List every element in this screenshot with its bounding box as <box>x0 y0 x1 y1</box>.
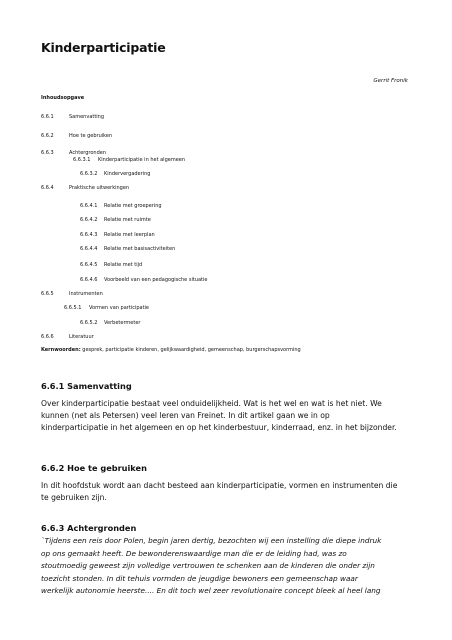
toc-label: Achtergronden <box>69 150 107 156</box>
toc-entry[interactable] <box>41 185 129 191</box>
keywords-line <box>41 347 301 353</box>
toc-entry[interactable] <box>80 217 151 223</box>
text-line: kunnen (net als Petersen) veel leren van Freinet. In dit artikel gaan we in op <box>41 411 330 421</box>
toc-number: 6.6.4.2 <box>80 217 98 223</box>
text-line: werkelijk autonomie heerste.... En dit toch wel zeer revolutionaire concept bleek al heel lang <box>41 586 381 596</box>
toc-heading: Inhoudsopgave <box>41 95 85 101</box>
toc-label: Vormen van participatie <box>89 305 149 311</box>
toc-entry[interactable] <box>80 171 150 177</box>
toc-label: Hoe te gebruiken <box>69 133 113 139</box>
text-line: te gebruiken zijn. <box>41 493 107 503</box>
toc-entry[interactable] <box>41 114 104 120</box>
toc-number: 6.6.5.2 <box>80 320 98 326</box>
text-line: op ons gemaakt heeft. De bewonderenswaardige man die er de leiding had, was zo <box>41 548 347 558</box>
document-title: Kinderparticipatie <box>41 40 166 55</box>
toc-entry[interactable] <box>64 305 149 311</box>
text-line: Over kinderparticipatie bestaat veel onduidelijkheid. Wat is het wel en wat is het niet. We <box>41 399 382 408</box>
toc-label: Praktische uitwerkingen <box>69 185 130 191</box>
toc-entry[interactable] <box>80 203 162 209</box>
toc-number: 6.6.2 <box>41 133 54 139</box>
toc-number: 6.6.3.2 <box>80 171 98 177</box>
toc-label: Literatuur <box>69 334 94 340</box>
toc-entry[interactable] <box>41 150 106 156</box>
toc-label: Relatie met groepering <box>104 203 162 209</box>
toc-label: Relatie met leerplan <box>104 232 155 238</box>
toc-entry[interactable] <box>73 157 185 163</box>
text-line: `Tijdens een reis door Polen, begin jaren dertig, bezochten wij een instelling die diepe indruk <box>41 536 382 545</box>
toc-entry[interactable] <box>80 232 155 238</box>
toc-entry[interactable] <box>41 133 112 139</box>
section-heading: 6.6.1 Samenvatting <box>41 381 132 391</box>
toc-label: Samenvatting <box>69 114 105 120</box>
section-heading: 6.6.2 Hoe te gebruiken <box>41 463 147 473</box>
text-line: kinderparticipatie in het algemeen en op het kinderbestuur, kinderraad, enz. in het bijzonder. <box>41 423 397 433</box>
toc-number: 6.6.6 <box>41 334 54 340</box>
toc-entry[interactable] <box>41 334 94 340</box>
keywords-label: Kernwoorden: <box>41 347 81 353</box>
section-paragraph <box>41 398 413 435</box>
toc-number: 6.6.4.6 <box>80 277 98 283</box>
keywords-text: gesprek, participatie kinderen, gelijkwaardigheid, gemeenschap, burgerschapsvorming <box>82 347 301 353</box>
text-line: toezicht stonden. In dit tehuis vormden de jeugdige bewoners een gemeenschap waar <box>41 573 358 583</box>
section-paragraph <box>41 480 413 504</box>
toc-label: Kindervergadering <box>104 171 151 177</box>
toc-entry[interactable] <box>41 291 103 297</box>
toc-label: Relatie met ruimte <box>104 217 151 223</box>
toc-label: Relatie met basisactiviteiten <box>104 246 176 252</box>
toc-number: 6.6.4.3 <box>80 232 98 238</box>
toc-entry[interactable] <box>80 246 175 252</box>
toc-entry[interactable] <box>80 262 142 268</box>
toc-number: 6.6.4.5 <box>80 262 98 268</box>
toc-number: 6.6.5 <box>41 291 54 297</box>
toc-label: Instrumenten <box>69 291 103 297</box>
author-name: Gerrit Fronik <box>373 78 408 84</box>
section-paragraph <box>41 535 411 598</box>
toc-label: Relatie met tijd <box>104 262 143 268</box>
text-line: stoutmoedig geweest zijn volledige vertrouwen te schenken aan de kinderen die onder zijn <box>41 561 375 571</box>
toc-label: Voorbeeld van een pedagogische situatie <box>104 277 208 283</box>
toc-number: 6.6.3 <box>41 150 54 156</box>
text-line: In dit hoofdstuk wordt aan dacht besteed aan kinderparticipatie, vormen en instrumenten die <box>41 481 398 490</box>
toc-number: 6.6.1 <box>41 114 54 120</box>
toc-label: Verbetermeter <box>104 320 141 326</box>
toc-label: Kinderparticipatie in het algemeen <box>98 157 186 163</box>
section-heading: 6.6.3 Achtergronden <box>41 523 137 533</box>
toc-number: 6.6.4 <box>41 185 54 191</box>
toc-entry[interactable] <box>80 277 207 283</box>
toc-number: 6.6.4.1 <box>80 203 98 209</box>
toc-number: 6.6.5.1 <box>64 305 82 311</box>
toc-number: 6.6.4.4 <box>80 246 98 252</box>
toc-entry[interactable] <box>80 320 140 326</box>
toc-number: 6.6.3.1 <box>73 157 91 163</box>
